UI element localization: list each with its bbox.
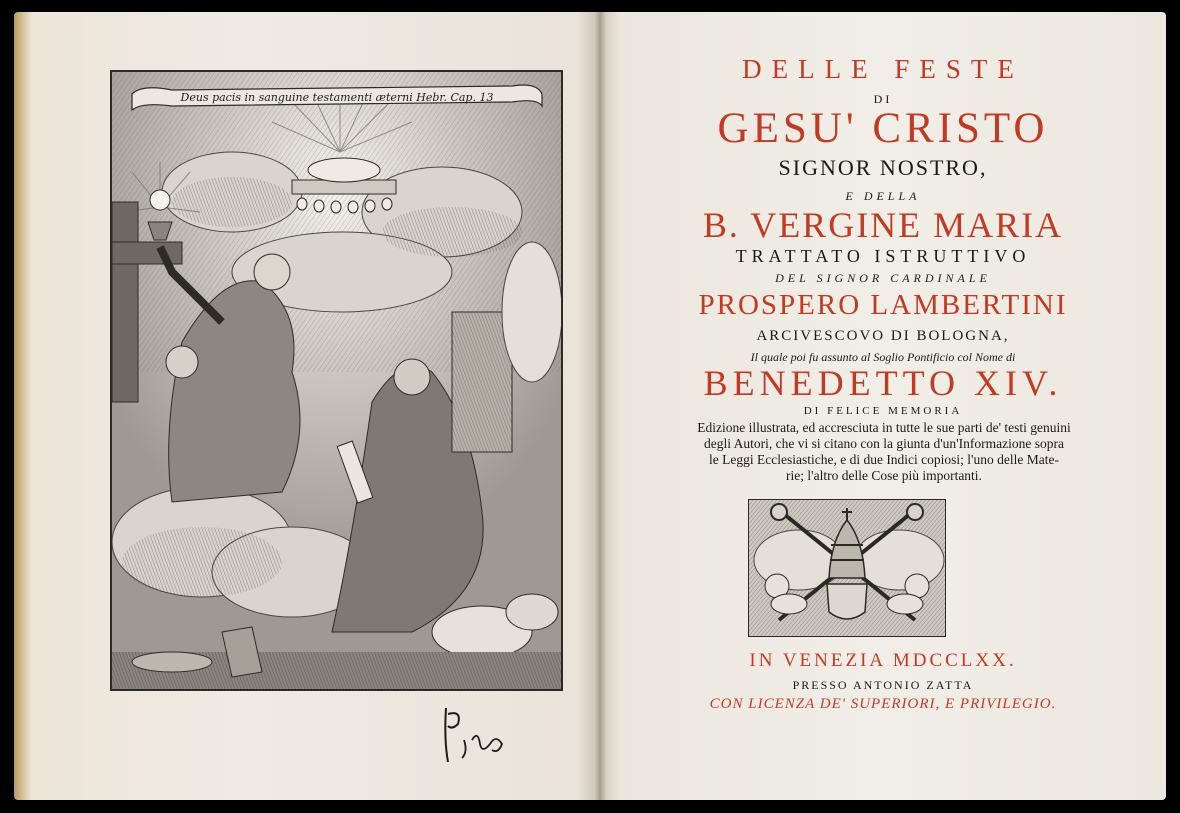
banner-inscription: Deus pacis in sanguine testamenti æterni Hebr. Cap. 13 — [180, 91, 494, 104]
title-trattato: TRATTATO ISTRUTTIVO — [735, 246, 1031, 266]
description-line: le Leggi Ecclesiastiche, e di due Indici copiosi; l'uno delle Mate- — [709, 452, 1059, 467]
title-gesu-cristo: GESU' CRISTO — [717, 105, 1049, 152]
right-page-title — [600, 12, 1166, 800]
author-note: Il quale poi fu assunto al Soglio Pontificio col Nome di — [750, 350, 1016, 364]
papal-arms-vignette — [748, 499, 946, 637]
title-delle-feste: DELLE FESTE — [742, 54, 1024, 84]
tiara-keys-emblem — [749, 500, 945, 636]
papal-name: BENEDETTO XIV. — [703, 363, 1063, 403]
title-signor-nostro: SIGNOR NOSTRO, — [778, 155, 988, 180]
author-title: ARCIVESCOVO DI BOLOGNA, — [756, 328, 1010, 344]
title-e-della: E DELLA — [845, 189, 921, 203]
handwritten-signature — [432, 700, 512, 770]
imprint-venezia: IN VENEZIA MDCCLXX. — [749, 650, 1017, 671]
felice-memoria: DI FELICE MEMORIA — [803, 405, 963, 417]
description-line: rie; l'altro delle Cose più importanti. — [786, 468, 982, 483]
title-del-signor-cardinale: DEL SIGNOR CARDINALE — [775, 271, 991, 285]
author-name: PROSPERO LAMBERTINI — [698, 289, 1068, 321]
description-line: Edizione illustrata, ed accresciuta in tutte le sue parti de' testi genuini — [697, 420, 1071, 435]
title-di: DI — [873, 92, 893, 106]
description-line: degli Autori, che vi si citano con la giunta d'un'Informazione sopra — [704, 436, 1064, 451]
publisher-zatta: PRESSO ANTONIO ZATTA — [792, 678, 974, 692]
engraving-illustration — [112, 72, 561, 689]
left-page-frontispiece — [14, 12, 600, 800]
license-privilege: CON LICENZA DE' SUPERIORI, E PRIVILEGIO. — [709, 696, 1057, 712]
title-vergine-maria: B. VERGINE MARIA — [702, 205, 1064, 245]
open-book — [14, 12, 1166, 800]
book-gutter — [594, 12, 606, 800]
edition-description — [644, 420, 1124, 484]
frontispiece-engraving — [110, 70, 563, 691]
